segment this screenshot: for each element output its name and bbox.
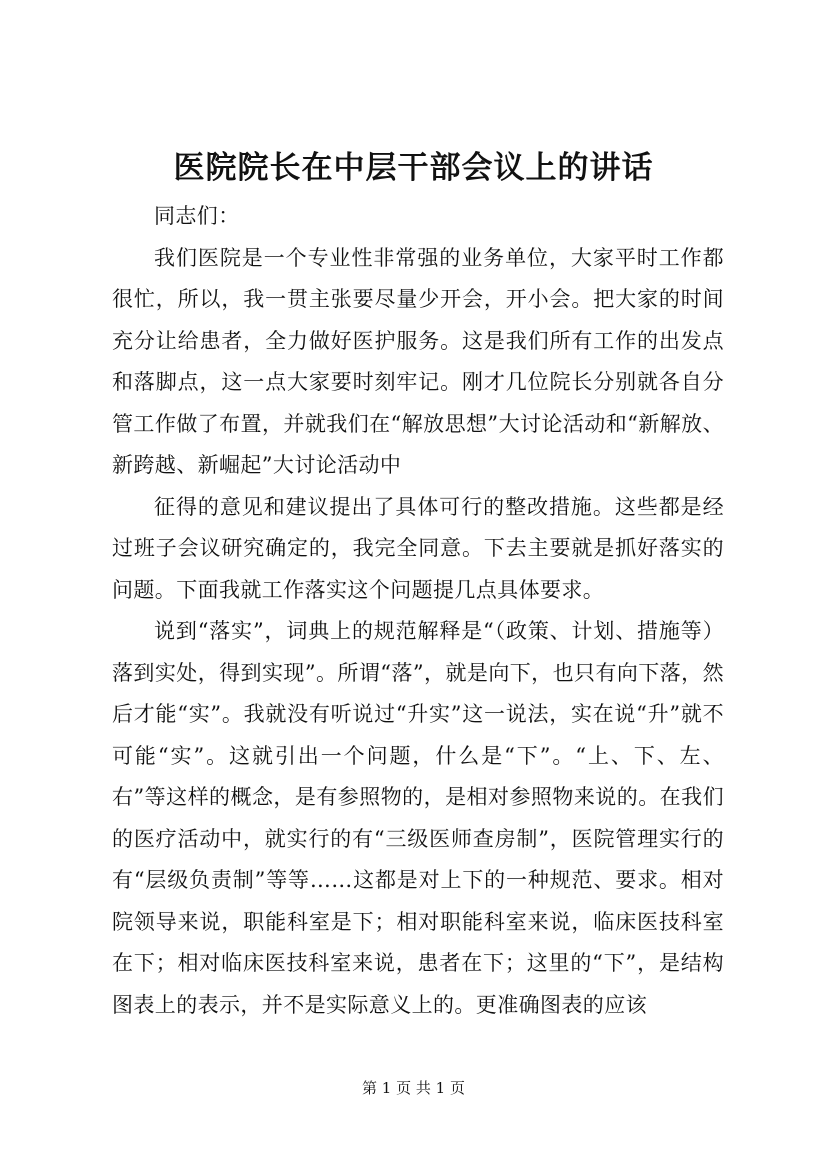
salutation-paragraph: 同志们：: [154, 204, 240, 228]
page-footer: 第 1 页 共 1 页: [362, 1079, 465, 1097]
document-title: 医院院长在中层干部会议上的讲话: [173, 150, 654, 186]
body-paragraph-2: 征得的意见和建议提出了具体可行的整改措施。这些都是经过班子会议研究确定的，我完全同意。下去主要就是抓好落实的问题。下面我就工作落实这个问题提几点具体要求。: [112, 494, 724, 602]
body-paragraph-3: 说到“落实”，词典上的规范解释是“（政策、计划、措施等）落到实处，得到实现”。所谓“落”，就是向下，也只有向下落，然后才能“实”。我就没有听说过“升实”这一说法，实在说“升”就不可能“实”。这就引出一个问题，什么是“下”。“上、下、左、右”等这样的概念，是有参照物的，是相对参照物来说的。在我们的医疗活动中，就实行的有“三级医师查房制”，医院管理实行的有“层级负责制”等等……这都是对上下的一种规范、要求。相对院领导来说，职能科室是下；相对职能科室来说，临床医技科室在下；相对临床医技科室来说，患者在下；这里的“下”，是结构图表上的表示，并不是实际意义上的。更准确图表的应该: [112, 619, 724, 1017]
document-body: [112, 196, 724, 1026]
body-paragraph-1: 我们医院是一个专业性非常强的业务单位，大家平时工作都很忙，所以，我一贯主张要尽量少开会，开小会。把大家的时间充分让给患者，全力做好医护服务。这是我们所有工作的出发点和落脚点，这一点大家要时刻牢记。刚才几位院长分别就各自分管工作做了布置，并就我们在“解放思想”大讨论活动和“新解放、新跨越、新崛起”大讨论活动中: [112, 245, 724, 477]
